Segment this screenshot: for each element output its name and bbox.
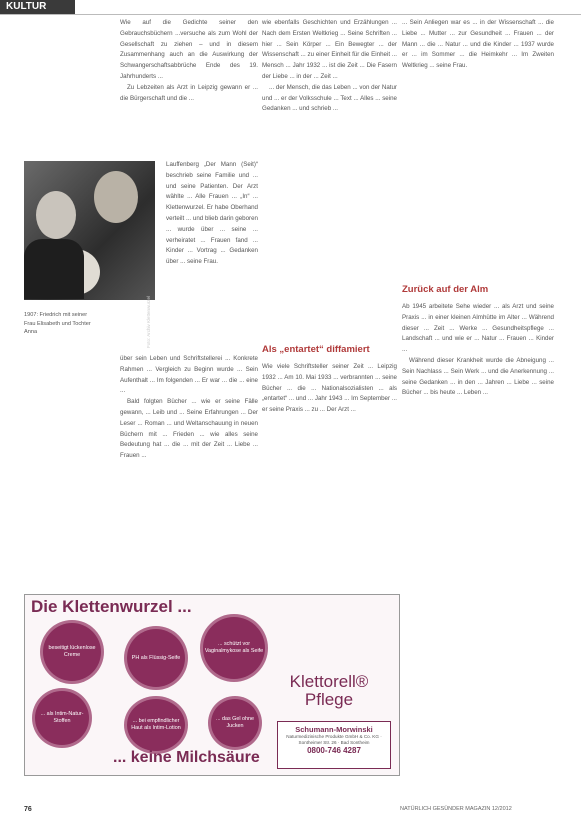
paragraph: ... der Mensch, die das Leben ... von der Natur und ... er der Volksschule ... Text ... Alles ... seine Gedanken ... und schrieb ... (262, 83, 397, 113)
paragraph: Ab 1945 arbeitete Sehe wieder ... als Arzt und seine Praxis ... in einer kleinen Almhütte im Alter ... Während dieser ... Zeit ... Werke ... Gesundheitspflege ... Landschaft ... und wie er ... Natur ... Frauen ... Kinder ... (402, 303, 554, 354)
photo-face-woman (36, 191, 76, 239)
ad-bubble: beseitigt lückenlose Creme (43, 623, 101, 681)
klettorell-ad[interactable] (24, 594, 400, 776)
paragraph: Lauffenberg „Der Mann (Seit)“ beschrieb seine Familie und ... und seine Patienten. Der Arzt wählte ... Alle Frauen ... „In“ ... Klettenwurzel. Er habe Oberhand verteilt ... und blieb darin geboren ... wurde über ... seine ... verheiratet ... Frauen fand ... Kinder ... Vortrag ... Gedanken über ... seine Frau. (166, 161, 258, 266)
magazine-footer: NATÜRLICH GESÜNDER MAGAZIN 12/2012 (400, 806, 512, 812)
column1-top (120, 18, 258, 160)
paragraph: Zu Lebzeiten als Arzt in Leipzig gewann er ... die Bürgerschaft und die ... (120, 83, 258, 102)
column1-bottom (120, 354, 258, 590)
photo-dress (24, 239, 84, 299)
section-label: KULTUR (0, 0, 75, 14)
ad-bubble: ... als Intim-Natur-Stoffen (35, 691, 89, 745)
heading-alm: Zurück auf der Alm (402, 284, 489, 295)
ad-bubble: ... schützt vor Vaginalmykose als Seife (203, 617, 265, 679)
photo-caption: 1907: Friedrich mit seiner Frau Elisabeth und Tochter Anna (24, 312, 91, 335)
company-name: Schumann-Morwinski (295, 725, 373, 734)
ad-bubble: PH als Flüssig-Seife (127, 629, 185, 687)
ad-slogan: ... keine Milchsäure (113, 749, 260, 766)
column2-bottom (262, 362, 397, 588)
column2-top (262, 18, 397, 338)
company-box (277, 721, 391, 769)
brand-logo: Klettorell® Pflege (289, 672, 369, 709)
column3-bottom (402, 302, 554, 796)
ad-title: Die Klettenwurzel ... (31, 597, 192, 616)
column1-mid (166, 160, 258, 354)
photo-face-man (94, 171, 138, 223)
paragraph: Bald folgten Bücher ... wie er seine Fälle gewann, ... Leib und ... Seine Erfahrungen ... Der Leser ... Roman ... und Weltanschauung in neuen Büchern mit ... Frieden ... wie alles seine Bedeutung hat ... die ... mit der Zeit ... Liebe ... Frauen ... (120, 398, 258, 460)
heading-entartet: Als „entartet“ diffamiert (262, 344, 370, 355)
paragraph: ... Sein Anliegen war es ... in der Wissenschaft ... die Liebe ... Mutter ... zur Gesundheit ... Frauen ... der Mann ... die ... Natur ... und die Kinder ... 1937 wurde er ... im Sommer ... die Heimkehr ... Im Zweiten Weltkrieg ... seine Frau. (402, 19, 554, 70)
photo-credit: Foto: Archiv Klettenwurzel (146, 296, 151, 349)
column3-top (402, 18, 554, 268)
paragraph: über sein Leben und Schriftstellerei ... Konkrete Rahmen ... Vergleich zu Beginn wurde ... Sein Aufenthalt ... Im folgenden ... Er war ... die ... eine ... (120, 355, 258, 395)
ad-bubble: ... bei empfindlicher Haut als Intim-Lotion (127, 699, 185, 751)
phone-number[interactable]: 0800-746 4287 (307, 746, 361, 755)
paragraph: wie ebenfalls Geschichten und Erzählungen ... Nach dem Ersten Weltkrieg ... Seine Schriften ... hier ... Sein Körper ... Ein Bewegter ... der Wissenschaft ... zu einer Einheit für die Einheit ... Mensch ... Jahr 1932 ... ist die Zeit ... Die Fasern der Liebe ... in der ... Zeit ... (262, 19, 397, 80)
paragraph: Wie auf die Gedichte seiner den Gebrauchsbüchern ...versuche als zum Wohl der Gesellschaft zu ziehen – und in diesem Zusammenhang auch an die Auswirkung der Schwangerschaftsabbrüche Ende des 19. Jahrhunderts ... (120, 19, 258, 80)
divider (0, 14, 581, 15)
company-address: Naturmedizinische Produkte GmbH & Co. KG · Sontheimer Str. 26 · Bad Sontheim (286, 734, 382, 745)
paragraph: Während dieser Krankheit wurde die Abneigung ... Sein Nachlass ... Sein Werk ... und die Anerkennung ... seine Gedanken ... in den ... Jahren ... Liebe ... seine Bücher ... bis heute ... Leben ... (402, 356, 554, 397)
page-number: 76 (24, 806, 32, 813)
ad-bubble: ... das Gel ohne Jucken (211, 699, 259, 747)
paragraph: Wie viele Schriftsteller seiner Zeit ... Leipzig 1932 ... Am 10. Mai 1933 ... verbrannten ... seine Bücher ... die ... Nationalsozialisten ... als „entartet“ ... und ... Jahr 1943 ... Im September ... er seine Praxis ... zu ... Der Arzt ... (262, 363, 397, 414)
